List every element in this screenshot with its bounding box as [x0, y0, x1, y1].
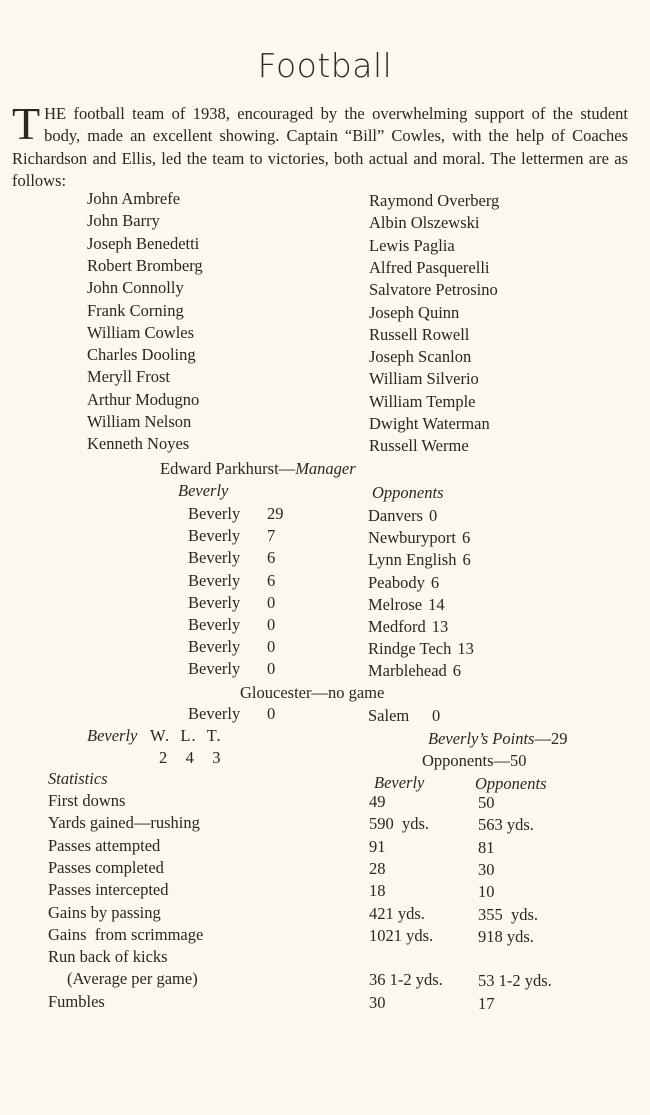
game-score: 0: [267, 615, 276, 634]
game-team: Beverly: [188, 637, 241, 657]
letterman-name: Robert Bromberg: [87, 255, 203, 275]
letterman-name: Dwight Waterman: [369, 414, 490, 433]
game-team: Beverly: [188, 659, 241, 679]
letterman-name: Lewis Paglia: [369, 235, 455, 255]
game-opp-score: 6: [461, 528, 471, 548]
stat-home: 18: [369, 881, 386, 901]
letterman-name: John Connolly: [87, 278, 184, 298]
game-team: Beverly: [188, 548, 241, 568]
game-opponent: Newburyport: [368, 528, 456, 548]
letterman-name: Albin Olszewski: [369, 213, 480, 233]
stat-away: 563 yds.: [478, 815, 534, 835]
games-header-home: Beverly: [178, 481, 229, 500]
page-title: Football: [257, 46, 393, 85]
opponents-points: Opponents—50: [422, 751, 527, 770]
game-score: 29: [267, 504, 284, 523]
game-opp-score: 13: [431, 617, 449, 636]
letterman-name: Kenneth Noyes: [87, 434, 190, 454]
stat-away: 17: [478, 993, 495, 1013]
intro-paragraph: [12, 98, 628, 192]
stat-away: 53 1-2 yds.: [478, 971, 552, 991]
game-opp-score: 6: [430, 572, 440, 592]
no-game-line: Gloucester—no game: [240, 683, 385, 702]
game-opponent-line: [368, 550, 471, 570]
game-opponent-line: [368, 661, 461, 681]
game-opp-score: 6: [452, 661, 462, 681]
stat-home: 36 1-2 yds.: [369, 970, 443, 990]
manager-name: Edward Parkhurst—: [160, 459, 296, 478]
stat-label: Passes completed: [48, 857, 164, 877]
game-opponent: Rindge Tech: [368, 639, 452, 659]
game-opp-score: 14: [428, 594, 445, 614]
letterman-name: Alfred Pasquerelli: [369, 257, 490, 277]
stat-label: Passes intercepted: [48, 880, 169, 900]
game-opponent-line: [368, 506, 437, 526]
stat-label: Gains by passing: [48, 902, 161, 922]
game-score: 0: [267, 592, 276, 612]
letterman-name: Charles Dooling: [87, 345, 196, 365]
letterman-name: Raymond Overberg: [369, 191, 500, 210]
points-value: —29: [534, 729, 568, 748]
game-score: 6: [267, 548, 276, 568]
letterman-name: Joseph Scanlon: [369, 347, 472, 367]
game-score: 7: [267, 526, 276, 546]
stat-label: Run back of kicks: [48, 947, 168, 967]
stat-away: 355 yds.: [478, 904, 539, 924]
stat-label: Passes attempted: [48, 835, 161, 855]
game-score: 0: [267, 659, 276, 679]
stat-away: 81: [478, 837, 495, 857]
game-opp-score: 0: [432, 706, 441, 725]
statistics-col-away: Opponents: [475, 774, 547, 793]
letterman-name: Joseph Quinn: [369, 302, 460, 322]
stat-away: 10: [478, 882, 495, 902]
record-headers: W. L. T.: [150, 726, 222, 745]
game-opponent: Marblehead: [368, 661, 447, 681]
letterman-name: Russell Werme: [369, 436, 469, 456]
game-team: Beverly: [188, 592, 241, 612]
letterman-name: Russell Rowell: [369, 324, 470, 344]
stat-label: Yards gained—rushing: [48, 813, 200, 833]
manager-role: Manager: [295, 459, 356, 478]
stat-home: 91: [369, 836, 386, 856]
game-team: Beverly: [188, 526, 241, 546]
stat-label: First downs: [48, 791, 126, 810]
game-team: Beverly: [188, 704, 241, 723]
stat-home: 421 yds.: [369, 903, 425, 923]
game-team: Beverly: [188, 570, 241, 590]
stat-away: 30: [478, 859, 495, 879]
game-score: 0: [267, 704, 276, 723]
game-opponent: Lynn English: [368, 550, 457, 570]
letterman-name: John Ambrefe: [87, 189, 181, 208]
game-opponent: Melrose: [368, 594, 423, 614]
letterman-name: Meryll Frost: [87, 367, 170, 387]
drop-cap: T: [12, 98, 41, 149]
letterman-name: William Cowles: [87, 322, 195, 342]
stat-home: 1021 yds.: [369, 925, 434, 945]
stat-home: 28: [369, 858, 386, 878]
letterman-name: William Silverio: [369, 369, 479, 389]
manager-line: [160, 459, 356, 479]
game-opponent: Salem: [368, 706, 410, 725]
stat-home: 49: [369, 792, 386, 811]
stat-label: Gains from scrimmage: [48, 924, 204, 944]
game-opponent-line: [368, 573, 439, 593]
game-score: 6: [267, 570, 276, 590]
game-opp-score: 6: [462, 550, 471, 570]
stat-home: 30: [369, 992, 386, 1012]
games-header-away: Opponents: [372, 483, 444, 502]
letterman-name: William Temple: [369, 391, 476, 411]
record-values: 2 4 3: [159, 748, 222, 767]
game-opponent: Danvers: [368, 506, 423, 525]
letterman-name: Frank Corning: [87, 300, 184, 320]
game-opponent-line: [368, 595, 445, 615]
stat-home: 590 yds.: [369, 814, 430, 834]
letterman-name: Joseph Benedetti: [87, 233, 200, 253]
game-opponent: Peabody: [368, 572, 425, 592]
game-opponent-line: [368, 617, 448, 637]
letterman-name: John Barry: [87, 211, 160, 231]
game-opp-score: 0: [428, 506, 438, 525]
game-opponent-line: [368, 528, 470, 548]
stat-away: 918 yds.: [478, 926, 534, 946]
stat-label: Fumbles: [48, 991, 105, 1011]
game-opponent: Medford: [368, 617, 426, 636]
game-opp-score: 13: [457, 639, 474, 659]
stat-away: 50: [478, 793, 495, 812]
points-label: Beverly’s Points: [428, 729, 535, 748]
record-label: Beverly: [87, 726, 138, 745]
letterman-name: William Nelson: [87, 412, 192, 431]
game-score: 0: [267, 637, 276, 657]
game-team: Beverly: [188, 615, 241, 634]
game-opponent-line: [368, 639, 474, 659]
letterman-name: Arthur Modugno: [87, 389, 200, 409]
points-line: [428, 729, 567, 749]
game-team: Beverly: [188, 504, 241, 523]
statistics-col-home: Beverly: [374, 773, 425, 792]
intro-text: HE football team of 1938, encouraged by the overwhelming support of the student body, made an excellent showing. Captain “Bill” Cowles, with the help of Coaches Richardson and Ellis, led the team to victories, both actual and moral. The lettermen are as follows:: [12, 104, 628, 190]
letterman-name: Salvatore Petrosino: [369, 280, 498, 300]
statistics-label: Statistics: [48, 769, 108, 788]
stat-label: (Average per game): [67, 969, 198, 989]
